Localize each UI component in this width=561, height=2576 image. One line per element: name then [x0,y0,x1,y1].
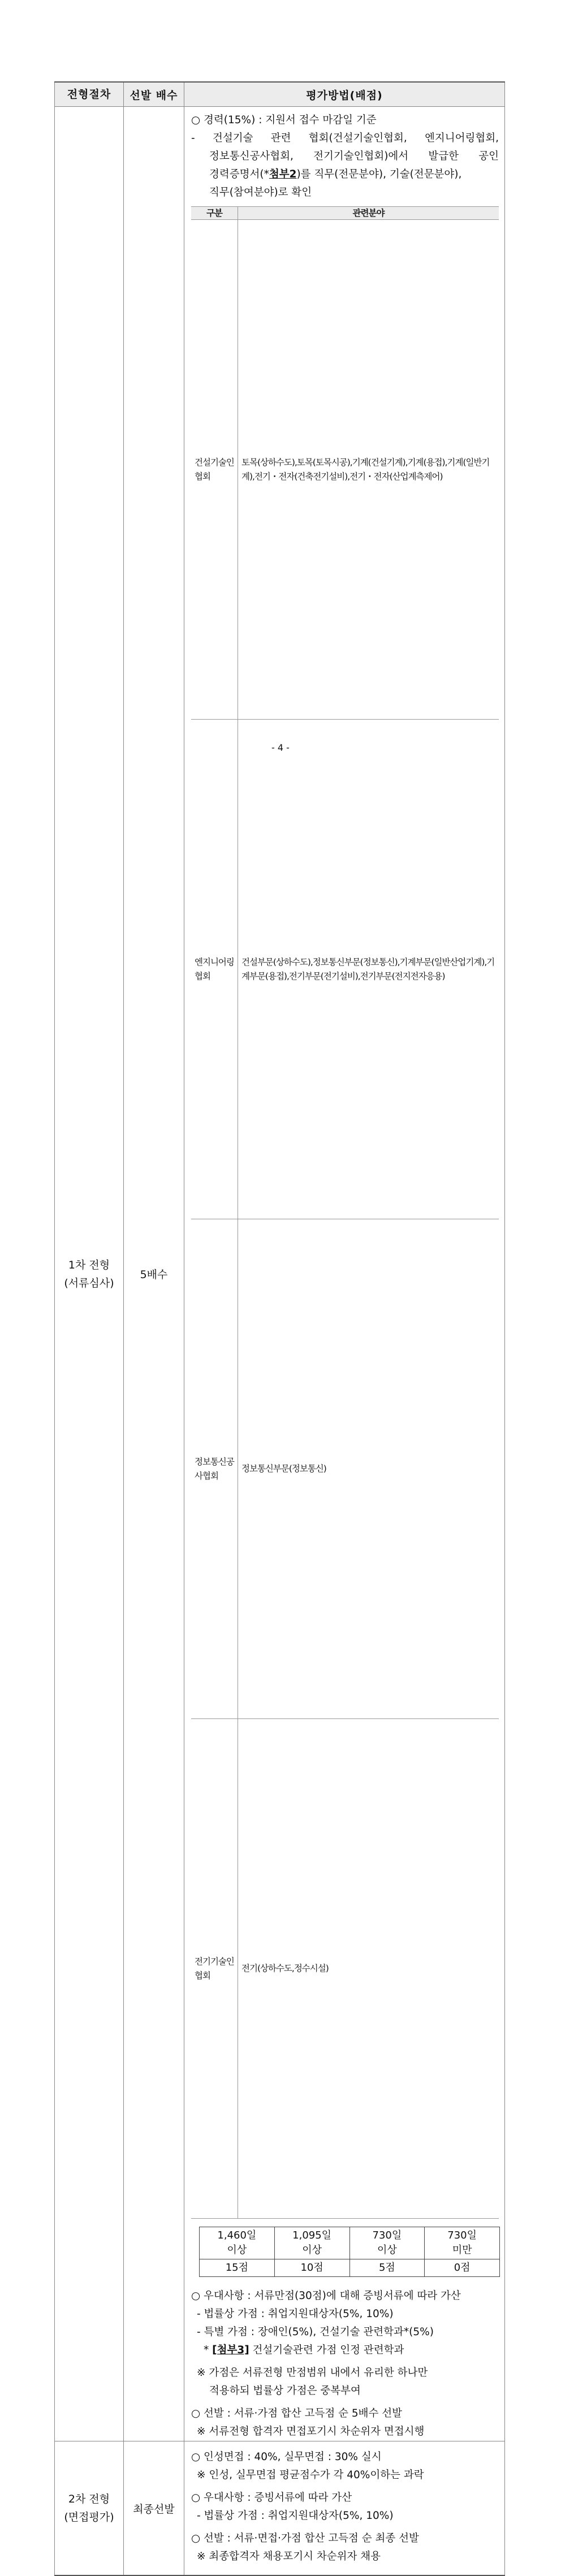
table-row [191,1719,499,2219]
career-desc-1: - 건설기술 관련 협회(건설기술인협회, 엔지니어링협회, [191,132,499,144]
field-org: 건설기술인협회 [191,220,238,720]
attachment3-text: 건설기술관련 가점 인정 관련학과 [249,2344,404,2356]
field-org: 전기기술인협회 [191,1719,238,2219]
pref-special: - 특별 가점 : 장애인(5%), 건설기술 관련학과*(5%) [197,2326,434,2338]
field-org: 정보통신공사협회 [191,1219,238,1719]
days-qualifier: 이상 [302,2244,322,2256]
table-row [191,220,499,720]
bonus-note-2: 적용하되 법률상 가점은 중복부여 [209,2385,361,2397]
field-header-fields: 관련분야 [238,207,499,220]
attachment3-ref: [첨부3] [212,2344,249,2356]
pref-title: ○ 우대사항 : 서류만점(30점)에 대해 증빙서류에 따라 가산 [191,2290,461,2302]
field-list: 건설부문(상하수도),정보통신부문(정보통신),기계부문(일반산업기계),기계부문(용접),전기부문(전기설비),전기부문(전지전자응용) [238,720,499,1219]
attachment2-ref: 첨부2 [269,168,297,180]
score-points-row [200,2259,500,2277]
selection-process-table [54,81,505,2576]
interview-ratio: ○ 인성면접 : 40%, 실무면접 : 30% 실시 [191,2451,382,2463]
stage2-pref-title: ○ 우대사항 : 증빙서류에 따라 가산 [191,2492,352,2504]
stage2-name [55,2441,124,2576]
header-stage: 전형절차 [55,82,124,107]
days-cell [425,2227,500,2259]
related-field-header [191,207,499,220]
interview-note: ※ 인성, 실무면접 평균점수가 각 40%이하는 과락 [197,2469,424,2481]
days-value: 1,460일 [217,2229,257,2241]
points-cell: 15점 [200,2259,275,2277]
stage1-name-line2: (서류심사) [64,1276,114,1289]
stage2-name-line2: (면접평가) [64,2511,114,2523]
page-number: - 4 - [271,742,290,753]
pref-legal: - 법률상 가점 : 취업지원대상자(5%, 10%) [197,2308,394,2320]
field-header-org: 구분 [191,207,238,220]
stage1-method [184,107,505,2441]
stage2-pref-legal: - 법률상 가점 : 취업지원대상자(5%, 10%) [197,2510,394,2522]
bonus-note-1: ※ 가점은 서류전형 만점범위 내에서 유리한 하나만 [197,2367,428,2379]
related-field-table [191,206,499,2219]
career-desc-2: 정보통신공사협회, 전기기술인협회)에서 발급한 공인 [209,150,499,162]
field-org: 엔지니어링협회 [191,720,238,1219]
stage2-method [184,2441,505,2576]
table-row [191,1219,499,1719]
table-row [191,720,499,1219]
career-desc-3b: )를 직무(전문분야), 기술(전문분야), [296,168,462,180]
header-multiple: 선발 배수 [124,82,184,107]
stage1-select-note: ※ 서류전형 합격자 면접포기시 차순위자 면접시행 [197,2426,425,2438]
table-header-row [55,82,505,107]
header-method: 평가방법(배점) [184,82,505,107]
stage1-row [55,107,505,2441]
days-qualifier: 이상 [227,2244,247,2256]
field-list: 정보통신부문(정보통신) [238,1219,499,1719]
days-cell [200,2227,275,2259]
career-desc-3 [191,166,499,184]
stage1-select: ○ 선발 : 서류·가점 합산 고득점 순 5배수 선발 [191,2408,403,2419]
points-cell: 0점 [425,2259,500,2277]
days-qualifier: 이상 [377,2244,397,2256]
stage1-name [55,107,124,2441]
stage1-name-line1: 1차 전형 [68,1258,110,1271]
stage1-multiple: 5배수 [124,107,184,2441]
days-value: 730일 [447,2229,477,2241]
attachment3-line [191,2341,499,2359]
stage2-multiple: 최종선발 [124,2441,184,2576]
days-cell [274,2227,349,2259]
stage2-select: ○ 선발 : 서류·면접·가점 합산 고득점 순 최종 선발 [191,2532,419,2544]
score-days-row [200,2227,500,2259]
career-title: ○ 경력(15%) : 지원서 접수 마감일 기준 [191,114,377,126]
stage2-name-line1: 2차 전형 [68,2493,110,2505]
points-cell: 10점 [274,2259,349,2277]
stage2-select-note: ※ 최종합격자 채용포기시 차순위자 채용 [197,2551,381,2562]
career-score-table [199,2227,500,2277]
days-value: 1,095일 [292,2229,332,2241]
attachment3-prefix: * [204,2344,213,2356]
points-cell: 5점 [349,2259,425,2277]
career-desc-3a: 경력증명서(* [209,168,269,180]
days-value: 730일 [372,2229,402,2241]
days-cell [349,2227,425,2259]
stage2-row [55,2441,505,2576]
days-qualifier: 미만 [452,2244,472,2256]
field-list: 토목(상하수도),토목(토목시공),기계(건설기계),기계(용접),기계(일반기계),전기・전자(건축전기설비),전기・전자(산업계측제어) [238,220,499,720]
career-desc-4: 직무(참여분야)로 확인 [209,187,312,198]
field-list: 전기(상하수도,정수시설) [238,1719,499,2219]
